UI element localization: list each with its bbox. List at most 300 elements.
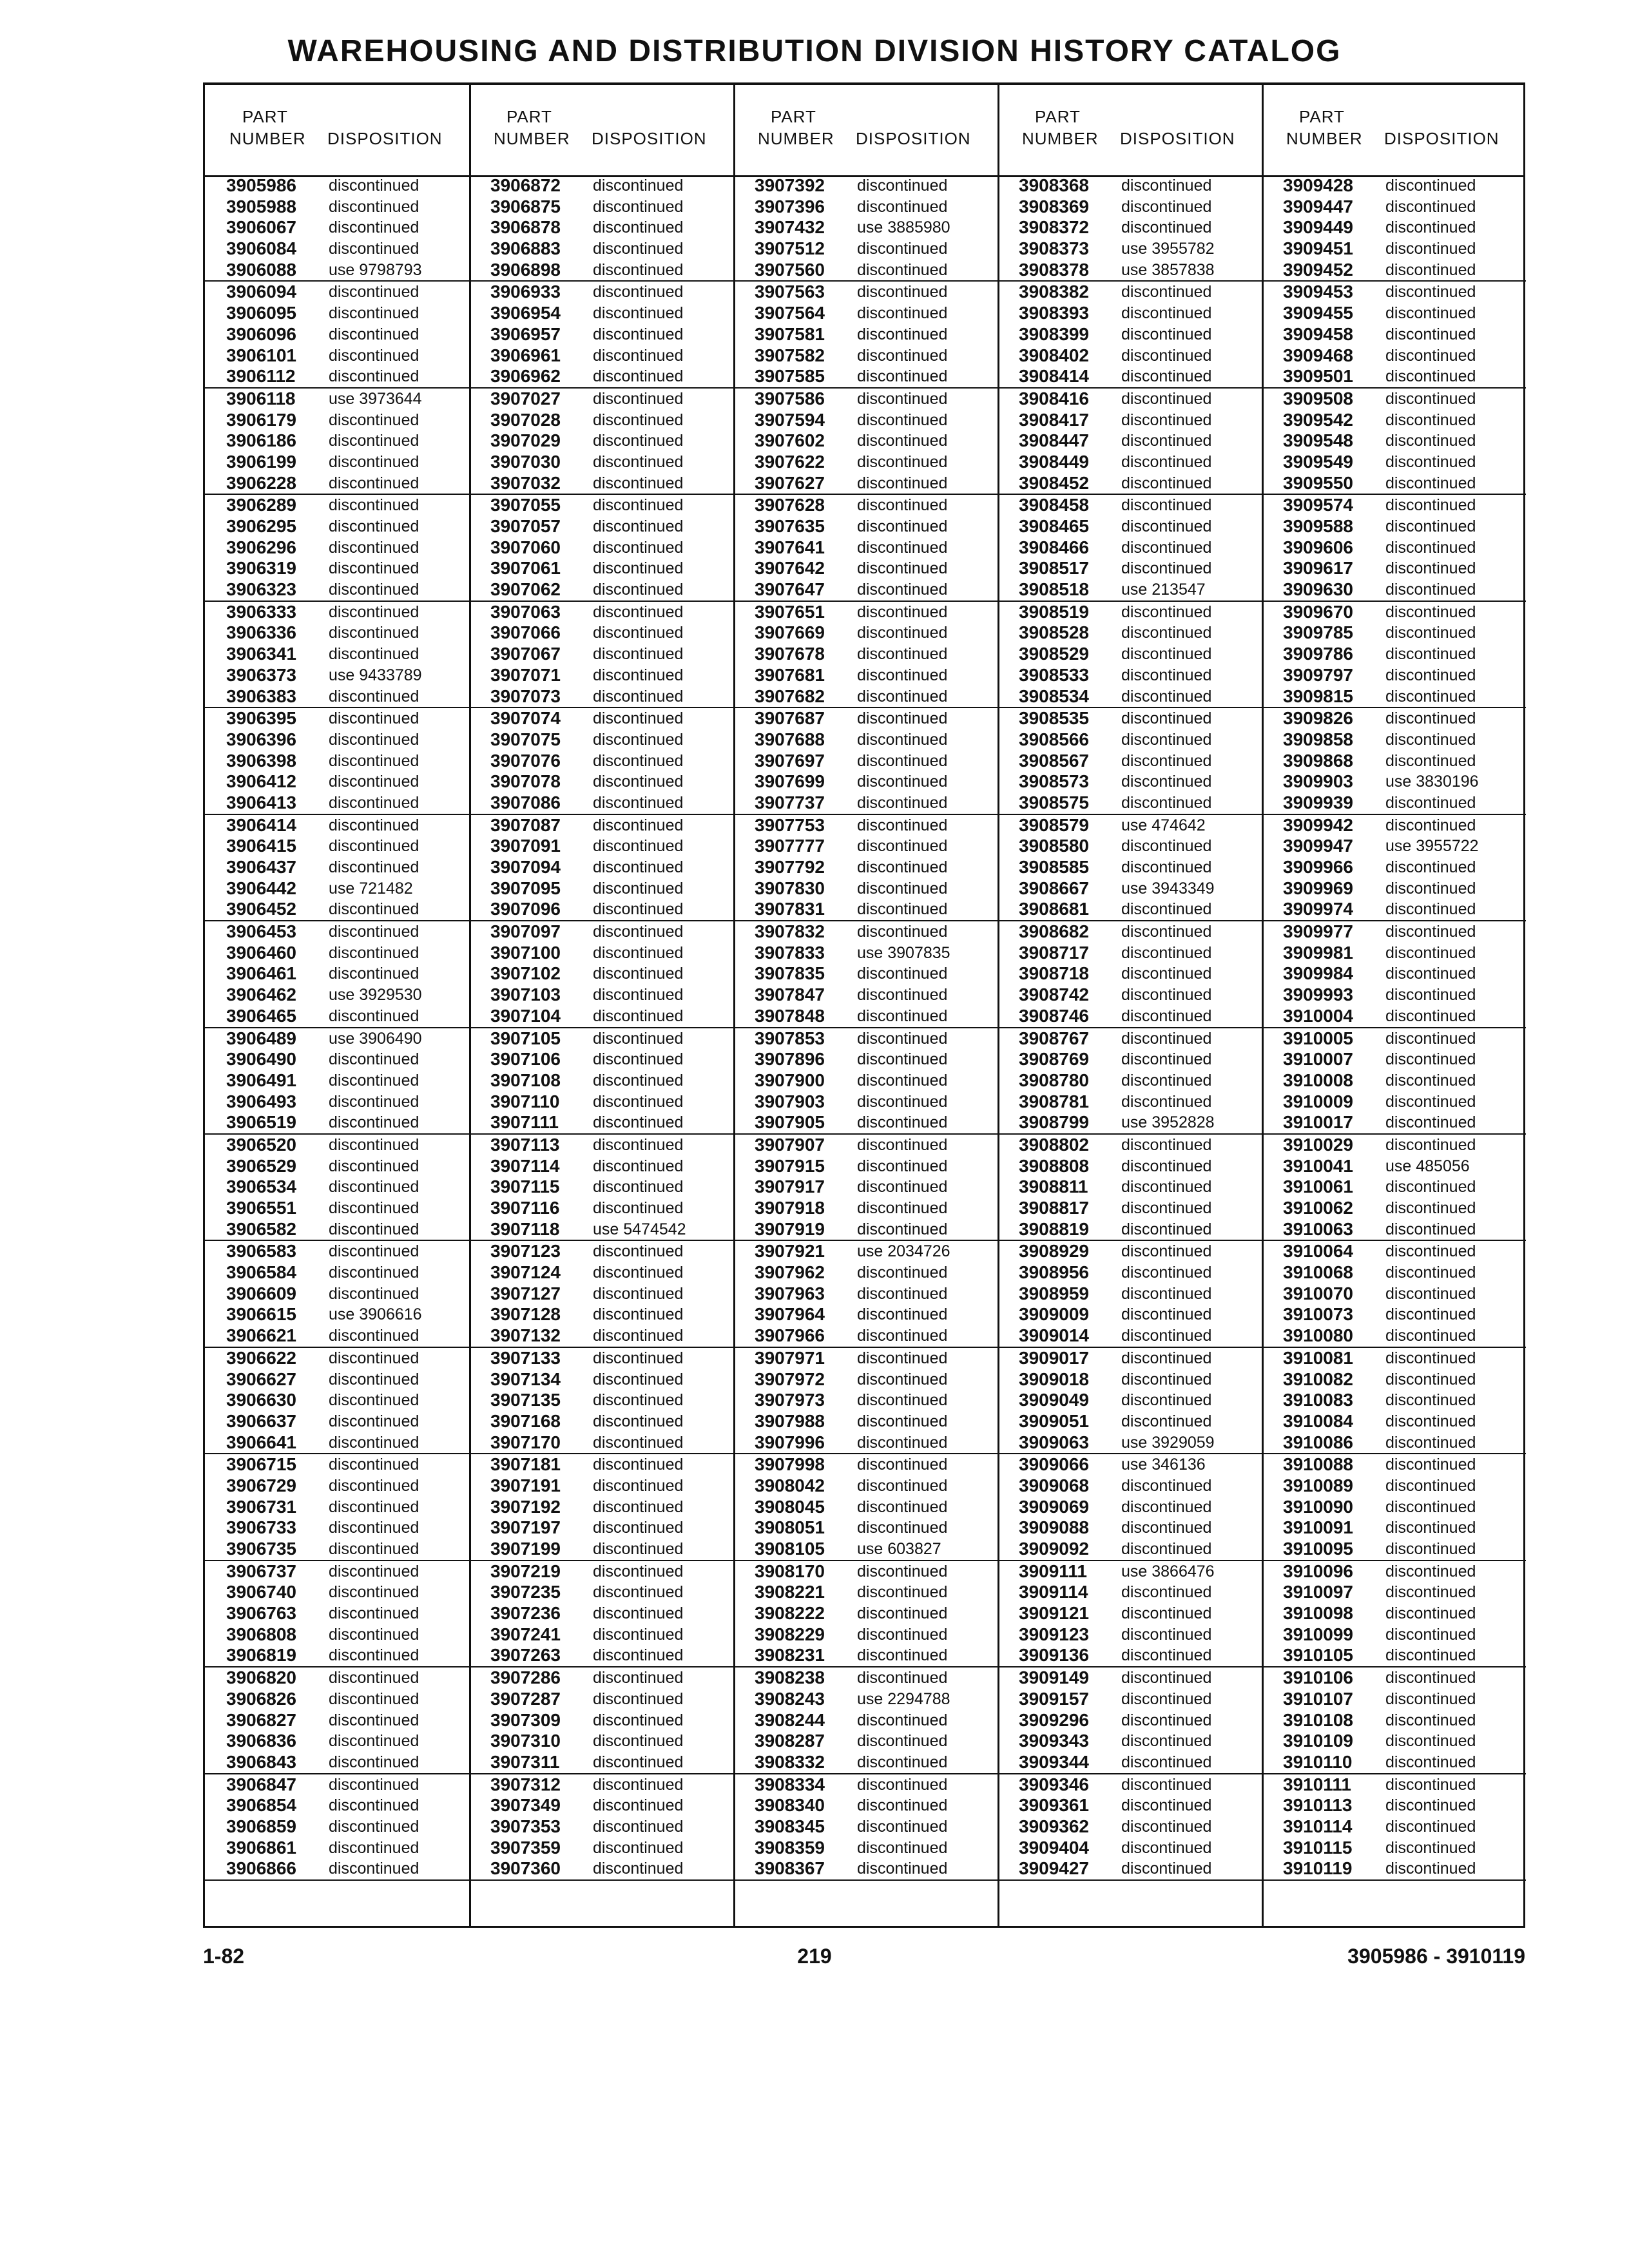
disposition: discontinued [593, 730, 684, 749]
table-row [469, 602, 733, 623]
disposition: discontinued [593, 773, 684, 791]
part-number: 3907028 [490, 409, 561, 430]
disposition: discontinued [329, 410, 419, 429]
table-row [733, 1539, 998, 1561]
disposition: discontinued [1121, 452, 1212, 471]
disposition: discontinued [1385, 517, 1476, 535]
part-number: 3908045 [755, 1496, 825, 1517]
table-row [469, 217, 733, 238]
disposition: discontinued [329, 1092, 419, 1111]
disposition: discontinued [329, 816, 419, 834]
disposition: discontinued [329, 943, 419, 962]
table-row [469, 1262, 733, 1283]
table-row [205, 1539, 469, 1561]
part-number: 3910061 [1283, 1177, 1354, 1197]
part-number: 3908372 [1019, 217, 1090, 238]
table-row [469, 1795, 733, 1816]
part-number: 3909468 [1283, 345, 1354, 365]
disposition: discontinued [1385, 1006, 1476, 1025]
table-row [205, 389, 469, 410]
disposition: discontinued [593, 986, 684, 1004]
part-number: 3908222 [755, 1603, 825, 1624]
table-row [733, 366, 998, 389]
disposition: discontinued [593, 367, 684, 386]
part-number: 3909977 [1283, 921, 1354, 942]
disposition: discontinued [593, 1669, 684, 1687]
part-number: 3907071 [490, 664, 561, 685]
table-row [1262, 238, 1526, 260]
disposition: discontinued [329, 325, 419, 343]
table-row [469, 1731, 733, 1752]
disposition: discontinued [1385, 346, 1476, 365]
disposition: discontinued [857, 1497, 948, 1516]
disposition: discontinued [857, 1370, 948, 1389]
part-number: 3906843 [226, 1751, 297, 1772]
part-number: 3906096 [226, 323, 297, 344]
disposition: discontinued [329, 283, 419, 302]
part-number: 3908573 [1019, 771, 1090, 792]
table-row [1262, 1432, 1526, 1455]
table-row [998, 1667, 1262, 1689]
table-row [1262, 1475, 1526, 1497]
table-row [205, 303, 469, 324]
table-row [469, 899, 733, 921]
table-row [469, 1219, 733, 1242]
table-row [1262, 1731, 1526, 1752]
part-number: 3908959 [1019, 1283, 1090, 1303]
table-row [998, 1795, 1262, 1816]
table-row [469, 452, 733, 473]
part-number: 3906622 [226, 1347, 297, 1368]
disposition: discontinued [329, 1497, 419, 1516]
table-row [998, 943, 1262, 964]
part-number: 3906733 [226, 1517, 297, 1538]
table-row [998, 644, 1262, 665]
disposition: discontinued [857, 1412, 948, 1430]
disposition: discontinued [1385, 240, 1476, 258]
table-row [1262, 579, 1526, 602]
disposition: discontinued [593, 1391, 684, 1410]
part-number: 3909984 [1283, 963, 1354, 984]
part-number: 3910083 [1283, 1390, 1354, 1410]
disposition: discontinued [1385, 325, 1476, 343]
disposition: discontinued [1385, 1391, 1476, 1410]
part-number: 3907586 [755, 388, 825, 408]
part-number: 3909458 [1283, 323, 1354, 344]
disposition: discontinued [857, 559, 948, 578]
header-number: NUMBER [229, 129, 306, 148]
disposition: discontinued [329, 1625, 419, 1644]
table-row [733, 836, 998, 857]
part-number: 3906519 [226, 1112, 297, 1133]
disposition: discontinued [1385, 943, 1476, 962]
disposition: discontinued [857, 1284, 948, 1303]
part-number: 3907102 [490, 963, 561, 984]
disposition: discontinued [1121, 943, 1212, 962]
disposition: discontinued [593, 923, 684, 941]
table-row [733, 729, 998, 751]
table-row [205, 260, 469, 282]
table-row [733, 1028, 998, 1050]
table-row [469, 537, 733, 559]
part-number: 3909344 [1019, 1751, 1090, 1772]
disposition: discontinued [1385, 1562, 1476, 1581]
part-number: 3909121 [1019, 1603, 1090, 1624]
table-row [205, 1135, 469, 1156]
disposition: discontinued [329, 517, 419, 535]
disposition: use 3973644 [329, 389, 422, 408]
disposition: discontinued [1121, 1284, 1212, 1303]
part-number: 3909111 [1019, 1561, 1087, 1581]
disposition: discontinued [329, 1669, 419, 1687]
part-number: 3909063 [1019, 1432, 1090, 1452]
disposition: discontinued [329, 1220, 419, 1238]
table-row [1262, 1838, 1526, 1859]
disposition: discontinued [593, 1625, 684, 1644]
part-number: 3908393 [1019, 303, 1090, 323]
part-number: 3910029 [1283, 1134, 1354, 1155]
header-disposition: DISPOSITION [856, 129, 971, 148]
table-row [733, 1475, 998, 1497]
table-row [469, 836, 733, 857]
disposition: discontinued [1121, 389, 1212, 408]
table-row [1262, 1325, 1526, 1348]
disposition: discontinued [329, 645, 419, 664]
table-row [733, 1774, 998, 1796]
disposition: use 3952828 [1121, 1113, 1215, 1132]
disposition: discontinued [1385, 559, 1476, 578]
disposition: discontinued [593, 1370, 684, 1389]
disposition: discontinued [1121, 1071, 1212, 1090]
table-row [205, 729, 469, 751]
disposition: discontinued [1121, 474, 1212, 492]
part-number: 3908534 [1019, 686, 1090, 706]
disposition: discontinued [1385, 1284, 1476, 1303]
disposition: discontinued [1385, 709, 1476, 728]
part-number: 3907094 [490, 857, 561, 877]
catalog-column [205, 175, 469, 1881]
part-number: 3906854 [226, 1795, 297, 1816]
part-number: 3906413 [226, 792, 297, 812]
catalog-column [469, 175, 733, 1881]
part-number: 3909449 [1283, 217, 1354, 238]
part-number: 3906735 [226, 1539, 297, 1559]
disposition: discontinued [857, 1669, 948, 1687]
part-number: 3907627 [755, 472, 825, 493]
table-row [998, 921, 1262, 943]
disposition: discontinued [1121, 923, 1212, 941]
disposition: discontinued [857, 538, 948, 557]
part-number: 3909868 [1283, 750, 1354, 771]
disposition: discontinued [329, 687, 419, 706]
table-row [469, 622, 733, 644]
disposition: discontinued [857, 1456, 948, 1474]
part-number: 3907835 [755, 963, 825, 984]
disposition: discontinued [1121, 730, 1212, 749]
part-number: 3908340 [755, 1795, 825, 1816]
disposition: discontinued [593, 1349, 684, 1367]
disposition: discontinued [1121, 1006, 1212, 1025]
disposition: discontinued [1121, 1327, 1212, 1345]
disposition: discontinued [857, 1817, 948, 1836]
part-number: 3907191 [490, 1475, 561, 1495]
disposition: discontinued [593, 900, 684, 919]
disposition: use 3885980 [857, 218, 950, 237]
part-number: 3908051 [755, 1517, 825, 1538]
table-row [469, 793, 733, 815]
disposition: discontinued [593, 346, 684, 365]
part-number: 3909017 [1019, 1347, 1090, 1368]
table-row [998, 473, 1262, 495]
part-number: 3906836 [226, 1731, 297, 1751]
disposition: discontinued [593, 1433, 684, 1452]
table-row [1262, 366, 1526, 389]
disposition: discontinued [1121, 1775, 1212, 1794]
table-row [469, 366, 733, 389]
disposition: discontinued [329, 496, 419, 515]
disposition: use 5474542 [593, 1220, 686, 1238]
table-row [733, 1070, 998, 1091]
disposition: discontinued [1121, 1029, 1212, 1048]
part-number: 3908334 [755, 1774, 825, 1794]
table-row [998, 1752, 1262, 1774]
part-number: 3909786 [1283, 644, 1354, 664]
table-row [733, 878, 998, 899]
part-number: 3907235 [490, 1582, 561, 1602]
disposition: discontinued [593, 218, 684, 237]
table-row [205, 1689, 469, 1710]
part-number: 3907903 [755, 1091, 825, 1111]
disposition: discontinued [1385, 1433, 1476, 1452]
part-number: 3906847 [226, 1774, 297, 1794]
table-row [205, 558, 469, 579]
table-row [469, 1561, 733, 1582]
disposition: discontinued [593, 1476, 684, 1495]
part-number: 3907100 [490, 942, 561, 963]
table-row [205, 324, 469, 345]
part-number: 3907582 [755, 345, 825, 365]
disposition: discontinued [1385, 1412, 1476, 1430]
disposition: discontinued [593, 1264, 684, 1282]
disposition: discontinued [857, 1583, 948, 1602]
part-number: 3908819 [1019, 1218, 1090, 1239]
table-row [205, 921, 469, 943]
disposition: discontinued [1385, 602, 1476, 621]
disposition: discontinued [1121, 1050, 1212, 1069]
table-row [998, 1156, 1262, 1177]
part-number: 3909785 [1283, 622, 1354, 643]
disposition: discontinued [1121, 1178, 1212, 1196]
disposition: discontinued [857, 687, 948, 706]
part-number: 3906094 [226, 282, 297, 302]
table-row [205, 217, 469, 238]
part-number: 3908746 [1019, 1005, 1090, 1026]
disposition: discontinued [329, 1583, 419, 1602]
disposition: discontinued [329, 1327, 419, 1345]
part-number: 3907060 [490, 537, 561, 557]
table-row [1262, 345, 1526, 367]
table-row [205, 1816, 469, 1838]
table-row [733, 579, 998, 602]
header-number: NUMBER [1286, 129, 1363, 148]
part-number: 3908231 [755, 1645, 825, 1666]
table-row [1262, 1710, 1526, 1731]
part-number: 3909068 [1019, 1475, 1090, 1495]
disposition: discontinued [329, 197, 419, 216]
table-row [205, 943, 469, 964]
part-number: 3907310 [490, 1731, 561, 1751]
catalog-column [998, 175, 1262, 1881]
part-number: 3910005 [1283, 1028, 1354, 1048]
table-row [1262, 751, 1526, 772]
disposition: use 2034726 [857, 1242, 950, 1261]
disposition: discontinued [329, 1412, 419, 1430]
part-number: 3906737 [226, 1561, 297, 1581]
table-row [469, 878, 733, 899]
table-row [469, 473, 733, 495]
part-number: 3906827 [226, 1709, 297, 1730]
disposition: discontinued [857, 283, 948, 302]
table-row [733, 1689, 998, 1710]
disposition: discontinued [1121, 1135, 1212, 1154]
part-number: 3908580 [1019, 836, 1090, 856]
table-row [205, 537, 469, 559]
disposition: use 3955722 [1385, 837, 1479, 856]
table-row [998, 1283, 1262, 1305]
table-row [733, 1411, 998, 1432]
disposition: discontinued [1121, 1092, 1212, 1111]
part-number: 3909508 [1283, 388, 1354, 408]
disposition: discontinued [1121, 1711, 1212, 1729]
table-row [469, 430, 733, 452]
part-number: 3907312 [490, 1774, 561, 1794]
header-disposition: DISPOSITION [1384, 129, 1499, 148]
table-row [469, 558, 733, 579]
table-row [1262, 857, 1526, 878]
part-number: 3907181 [490, 1454, 561, 1475]
disposition: use 3943349 [1121, 879, 1215, 898]
table-row [733, 1198, 998, 1219]
part-number: 3909501 [1283, 366, 1354, 387]
part-number: 3907055 [490, 495, 561, 515]
part-number: 3906462 [226, 985, 297, 1005]
part-number: 3906763 [226, 1603, 297, 1624]
part-number: 3907682 [755, 686, 825, 706]
disposition: discontinued [1121, 751, 1212, 770]
table-row [1262, 1774, 1526, 1796]
disposition: discontinued [593, 666, 684, 684]
table-row [469, 1091, 733, 1113]
part-number: 3906396 [226, 729, 297, 749]
table-row [1262, 1219, 1526, 1242]
part-number: 3908718 [1019, 963, 1090, 984]
table-row [1262, 1517, 1526, 1539]
disposition: discontinued [857, 517, 948, 535]
disposition: discontinued [857, 1711, 948, 1729]
disposition: discontinued [329, 1753, 419, 1771]
disposition: discontinued [593, 1753, 684, 1771]
table-row [998, 1475, 1262, 1497]
disposition: discontinued [593, 687, 684, 706]
part-number: 3907134 [490, 1369, 561, 1389]
part-number: 3908243 [755, 1688, 825, 1709]
table-row [998, 345, 1262, 367]
table-row [205, 1091, 469, 1113]
disposition: discontinued [1385, 1604, 1476, 1623]
disposition: discontinued [329, 1860, 419, 1878]
table-row [469, 238, 733, 260]
table-row [733, 430, 998, 452]
part-number: 3907641 [755, 537, 825, 557]
table-row [1262, 665, 1526, 686]
part-number: 3907110 [490, 1091, 560, 1111]
table-row [205, 1177, 469, 1198]
part-number: 3908244 [755, 1709, 825, 1730]
table-row [469, 324, 733, 345]
table-row [205, 1710, 469, 1731]
disposition: discontinued [857, 1327, 948, 1345]
disposition: discontinued [329, 1732, 419, 1751]
table-row [469, 921, 733, 943]
disposition: discontinued [1121, 645, 1212, 664]
part-number: 3909136 [1019, 1645, 1090, 1666]
table-row [205, 1283, 469, 1305]
part-number: 3910109 [1283, 1731, 1354, 1751]
table-row [998, 985, 1262, 1006]
part-number: 3906520 [226, 1134, 297, 1155]
disposition: discontinued [1121, 773, 1212, 791]
part-number: 3907996 [755, 1432, 825, 1452]
header-disposition: DISPOSITION [592, 129, 707, 148]
disposition: discontinued [1385, 879, 1476, 898]
part-number: 3910009 [1283, 1091, 1354, 1111]
table-row [733, 1177, 998, 1198]
part-number: 3907971 [755, 1347, 825, 1368]
part-number: 3907353 [490, 1816, 561, 1836]
part-number: 3907830 [755, 878, 825, 898]
table-row [469, 175, 733, 197]
disposition: discontinued [1121, 1838, 1212, 1857]
part-number: 3909858 [1283, 729, 1354, 749]
table-row [205, 793, 469, 815]
disposition: discontinued [1385, 793, 1476, 812]
part-number: 3907029 [490, 430, 561, 451]
header-part: PART [242, 107, 288, 126]
disposition: discontinued [857, 410, 948, 429]
disposition: discontinued [593, 1157, 684, 1175]
part-number: 3909942 [1283, 814, 1354, 835]
table-row [998, 1624, 1262, 1646]
disposition: discontinued [593, 325, 684, 343]
table-row [469, 1582, 733, 1603]
table-row [205, 857, 469, 878]
part-number: 3906179 [226, 409, 297, 430]
part-number: 3908105 [755, 1539, 825, 1559]
part-number: 3907628 [755, 495, 825, 515]
table-row [998, 771, 1262, 793]
part-number: 3907132 [490, 1325, 561, 1346]
part-number: 3909606 [1283, 537, 1354, 557]
disposition: discontinued [857, 389, 948, 408]
table-row [1262, 197, 1526, 218]
table-row [733, 1858, 998, 1881]
part-number: 3909549 [1283, 451, 1354, 472]
part-number: 3909451 [1283, 238, 1354, 259]
disposition: discontinued [1385, 965, 1476, 983]
table-row [1262, 452, 1526, 473]
disposition: use 3906616 [329, 1305, 422, 1324]
table-row [733, 389, 998, 410]
